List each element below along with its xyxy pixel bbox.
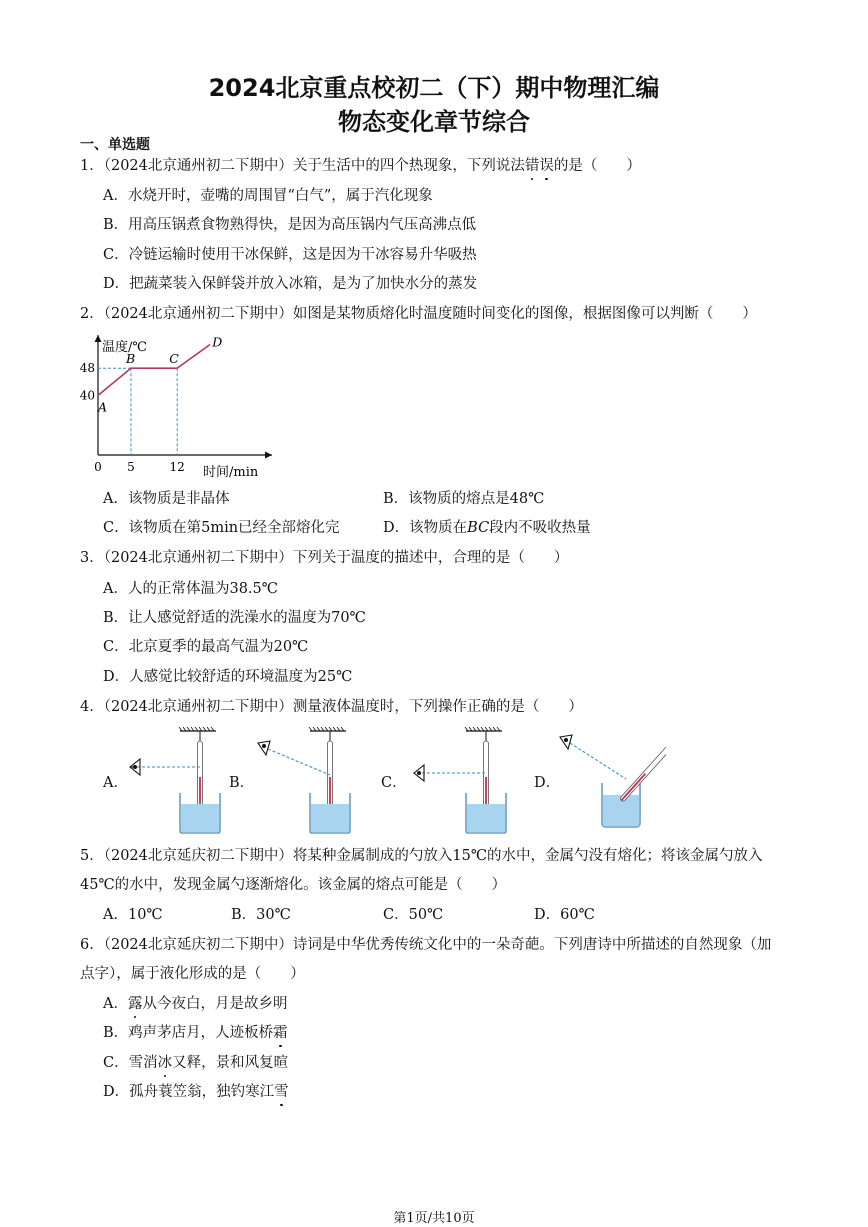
- question-1-option-a: A．水烧开时，壶嘴的周围冒“白气”，属于汽化现象: [103, 188, 433, 204]
- question-2-option-a: A．该物质是非晶体: [103, 491, 230, 507]
- question-4-stem: 4．（2024北京通州初二下期中）测量液体温度时，下列操作正确的是（ ）: [80, 699, 583, 715]
- question-1-option-c: C．冷链运输时使用干冰保鲜，这是因为干冰容易升华吸热: [103, 247, 477, 263]
- question-5-option-a: A．10℃: [103, 907, 163, 923]
- question-2-option-b: B．该物质的熔点是48℃: [383, 491, 545, 507]
- melting-graph: [74, 330, 274, 482]
- question-6-option-a: A．露从今夜白，月是故乡明: [103, 996, 288, 1012]
- thermometer-diagram-d: [556, 727, 666, 835]
- y-tick-label: 48: [79, 361, 95, 376]
- question-6-option-c: C．雪消冰又释，景和风复暄: [103, 1055, 289, 1071]
- question-3-stem: 3．（2024北京通州初二下期中）下列关于温度的描述中，合理的是（ ）: [80, 550, 569, 566]
- thermometer-diagram-a: [128, 727, 228, 835]
- question-1-option-d: D．把蔬菜装入保鲜袋并放入冰箱，是为了加快水分的蒸发: [103, 276, 478, 292]
- question-2-option-d: D．该物质在BC段内不吸收热量: [383, 520, 591, 536]
- section-heading: 一、单选题: [80, 137, 150, 153]
- x-tick-label: 12: [169, 460, 185, 474]
- question-4-option-d-label: D．: [534, 775, 561, 791]
- question-3-option-b: B．让人感觉舒适的洗澡水的温度为70℃: [103, 610, 366, 626]
- thermometer-diagram-b: [254, 727, 354, 835]
- question-1-stem: 1．（2024北京通州初二下期中）关于生活中的四个热现象，下列说法错误的是（ ）: [80, 158, 641, 174]
- question-5-option-c: C．50℃: [383, 907, 444, 923]
- question-1-option-b: B．用高压锅煮食物熟得快，是因为高压锅内气压高沸点低: [103, 217, 477, 233]
- question-6-stem-line1: 6．（2024北京延庆初二下期中）诗词是中华优秀传统文化中的一朵奇葩。下列唐诗中所描述的自然现象（加: [80, 937, 772, 953]
- page-title: 2024北京重点校初二（下）期中物理汇编: [208, 74, 660, 102]
- question-4-option-c-label: C．: [381, 775, 407, 791]
- page-subtitle: 物态变化章节综合: [338, 108, 530, 136]
- page-footer: 第1页/共10页: [393, 1211, 475, 1226]
- y-tick-label: 40: [79, 388, 95, 403]
- question-5-stem-line2: 45℃的水中，发现金属勺逐渐熔化。该金属的熔点可能是（ ）: [80, 877, 507, 893]
- point-label-c: C: [169, 351, 179, 367]
- question-4-option-b-label: B．: [229, 775, 255, 791]
- question-4-option-a-label: A．: [103, 775, 128, 791]
- question-3-option-c: C．北京夏季的最高气温为20℃: [103, 639, 309, 655]
- question-2-option-c: C．该物质在第5min已经全部熔化完: [103, 520, 340, 536]
- question-3-option-d: D．人感觉比较舒适的环境温度为25℃: [103, 669, 353, 685]
- x-tick-label: 5: [127, 460, 135, 474]
- x-tick-label: 0: [94, 460, 102, 474]
- point-label-b: B: [126, 351, 136, 367]
- point-label-a: A: [98, 399, 108, 415]
- question-5-option-b: B．30℃: [231, 907, 291, 923]
- question-2-stem: 2．（2024北京通州初二下期中）如图是某物质熔化时温度随时间变化的图像，根据图像可以判断（ ）: [80, 306, 757, 322]
- question-5-stem-line1: 5．（2024北京延庆初二下期中）将某种金属制成的勺放入15℃的水中，金属勺没有熔化；将该金属勺放入: [80, 848, 763, 864]
- question-6-option-b: B．鸡声茅店月，人迹板桥霜: [103, 1025, 288, 1041]
- question-3-option-a: A．人的正常体温为38.5℃: [103, 581, 278, 597]
- thermometer-diagram-c: [404, 727, 514, 835]
- question-6-stem-line2: 点字），属于液化形成的是（ ）: [80, 966, 305, 982]
- point-label-d: D: [212, 334, 223, 350]
- question-5-option-d: D．60℃: [534, 907, 595, 923]
- y-axis-label: 温度/℃: [102, 340, 147, 355]
- x-axis-label: 时间/min: [203, 465, 259, 480]
- question-6-option-d: D．孤舟蓑笠翁，独钓寒江雪: [103, 1084, 289, 1100]
